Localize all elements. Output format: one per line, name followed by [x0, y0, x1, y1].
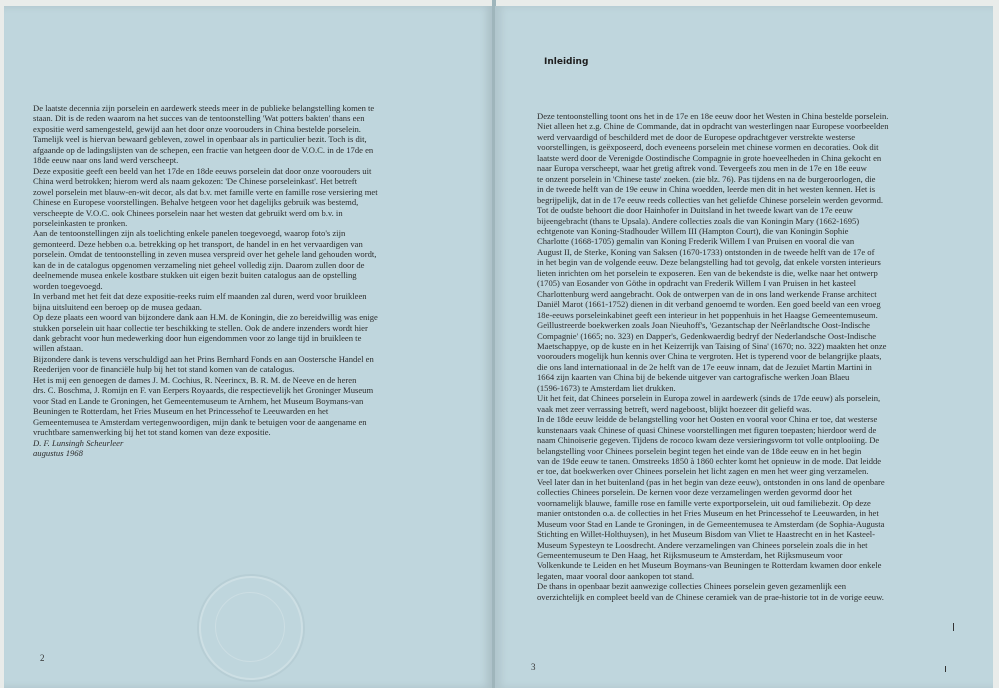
text-line: Volkenkunde te Leiden en het Museum Boymans-van Beuningen te Rotterdam kwamen door enkele — [537, 560, 882, 571]
text-line: naar Europa verscheept, waar het gretig aftrek vond. Tevergeefs zou men in de 17e en 18e eeuw — [537, 163, 867, 174]
text-line: Bijzondere dank is tevens verschuldigd aan het Prins Bernhard Fonds en aan Oostersche Handel en — [33, 353, 374, 364]
text-line: begrijpelijk, dat in de 17e eeuw reeds collecties van het geliefde Chinese porselein werden gevormd. — [537, 194, 884, 205]
text-line: werd vervaardigd of beschilderd met de door de Europese opdrachtgever verstrekte westerse — [537, 131, 856, 142]
text-line: bijna uitsluitend een beroep op de musea gedaan. — [33, 301, 202, 312]
text-line: er toe, dat boekwerken over Chinees porselein het licht zagen en men het weer ging verzamelen. — [537, 466, 869, 477]
right-page-number: 3 — [531, 662, 536, 672]
text-line: (1705) van Eosander von Göthe in opdracht van Frederik Willem I van Pruisen in het kasteel — [537, 278, 857, 289]
text-line: vruchtbare samenwerking bij het tot stand komen van deze expositie. — [33, 427, 271, 438]
text-line: voorstellingen, is geëxposeerd, doch eveneens porselein met chinese vormen en decoraties. Ook dit — [537, 142, 879, 153]
text-line: laatste werd door de Verenigde Oostindische Compagnie in grote hoeveelheden in China gekocht en — [537, 152, 882, 163]
text-line: Daniël Marot (1661-1752) dienen in dit verband genoemd te worden. Een goed beeld van een vroeg — [537, 299, 881, 310]
text-line: Chinese en Europese voorstellingen. Behalve hetgeen voor het dagelijks gebruik was bestemd, — [33, 197, 359, 208]
text-line: zowel porselein met blauw-en-wit decor, als dat b.v. met famille verte en famille rose versiering met — [33, 186, 378, 197]
text-line: belangstelling voor Chinees porselein begint tegen het einde van de 18de eeuw en in het begin — [537, 445, 862, 456]
text-line: In de 18de eeuw leidde de belangstelling voor het Oosten en vooral voor China er toe, dat westerse — [537, 414, 878, 425]
text-line: Op deze plaats een woord van bijzondere dank aan H.M. de Koningin, die zo bereidwillig was enige — [33, 312, 378, 323]
text-line: De thans in openbaar bezit aanwezige collecties Chinees porselein geven gezamenlijk een — [537, 581, 847, 592]
margin-mark — [953, 623, 954, 631]
left-page-text — [33, 103, 453, 458]
text-line: bijeengebracht (thans te Upsala). Andere collecties zoals die van Koningin Mary (1662-1695) — [537, 215, 860, 226]
text-line: Museum voor Stad en Lande te Groningen, in de Gemeentemusea te Amsterdam (de Sophia-Augusta — [537, 518, 885, 529]
text-line: August II, de Sterke, Koning van Saksen (1670-1733) ontstonden in de tweede helft van de 17e of — [537, 246, 875, 257]
text-line: De laatste decennia zijn porselein en aardewerk steeds meer in de publieke belangstelling komen te — [33, 103, 375, 113]
text-line: willen afstaan. — [33, 343, 84, 354]
text-line: Tot de oudste behoort die door Hainhofer in Duitsland in het tweede kwart van de 17e eeuw — [537, 205, 853, 216]
text-line: van de 19de eeuw te tanen. Omstreeks 1850 à 1860 echter komt het opnieuw in de mode. Dat leidde — [537, 455, 882, 466]
text-line: in het begin van de volgende eeuw. Deze belangstelling had tot gevolg, dat enkele vorsten interieurs — [537, 257, 881, 268]
text-line: Beuningen te Rotterdam, het Fries Museum en het Princessehof te Leeuwarden en het — [33, 406, 329, 417]
text-line: kunstenaars vaak Chinese of quasi Chinese voorstellingen met figuren toepasten; hierdoor werd de — [537, 424, 877, 435]
text-line: deelnemende musea enkele kostbare stukken uit eigen bezit buiten catalogus aan de opstelling — [33, 270, 357, 281]
text-line: afgaande op de ladingslijsten van de schepen, een fractie van hetgeen door de V.O.C. in de 17de en — [33, 144, 374, 155]
text-line: stukken porselein uit haar collectie ter beschikking te stellen. Ook de andere inzenders wordt hier — [33, 322, 368, 333]
text-line: worden toegevoegd. — [33, 280, 103, 291]
text-line: Uit het feit, dat Chinees porselein in Europa zowel in aardewerk (sinds de 17de eeuw) als porselein, — [537, 393, 881, 404]
text-line: dank gebracht voor hun medewerking door hun eigendommen voor zo lange tijd in bruikleen te — [33, 332, 362, 343]
text-line: voornamelijk blauwe, famille rose en famille verte exportporselein, uit oud familiebezit. Op deze — [537, 497, 871, 508]
text-line: lieten inrichten om het porselein te exposeren. Een van de bekendste is die, welke naar het ontwerp — [537, 267, 878, 278]
text-line: verscheepte de V.O.C. ook Chinees porselein naar het westen dat gebruikt werd om b.v. in — [33, 207, 343, 218]
text-line: 18de eeuw naar ons land werd verscheept. — [33, 155, 179, 166]
text-line: kan de in de catalogus opgenomen verzameling niet geheel volledig zijn. Daarom zullen door de — [33, 259, 365, 270]
embossed-stamp-inner — [215, 592, 285, 662]
text-line: Deze tentoonstelling toont ons het in de 17e en 18e eeuw door het Westen in China bestelde porselein. — [537, 111, 889, 121]
text-line: echtgenote van Koning-Stadhouder Willem III (Hampton Court), die van Koningin Sophie — [537, 225, 849, 236]
left-page — [4, 6, 493, 688]
text-line: Geïllustreerde boekwerken zoals Joan Nieuhoff's, 'Gezantschap der Neêrlandtsche Oost-Indische — [537, 320, 870, 331]
text-line: vaak met zeer verrassing betreft, werd nageboost, blijkt hoezeer dit geliefd was. — [537, 403, 812, 414]
text-line: Gemeentemuseum te Den Haag, het Rijksmuseum te Amsterdam, het Rijksmuseum voor — [537, 550, 843, 561]
text-line: manier ontstonden o.a. de collecties in het Fries Museum en het Princessehof te Leeuwarden, in het — [537, 508, 879, 519]
text-line: Veel later dan in het buitenland (pas in het begin van deze eeuw), ontstonden in ons land de openbare — [537, 476, 885, 487]
right-page — [495, 6, 993, 688]
embossed-stamp — [199, 576, 303, 680]
text-line: Reederijen voor de financiële hulp bij het tot stand komen van de catalogus. — [33, 364, 295, 375]
signature-name: D. F. Lunsingh Scheurleer — [33, 437, 124, 448]
text-line: overzichtelijk en compleet beeld van de Chinese ceramiek van de prae-historie tot in de vorige eeuw. — [537, 591, 884, 602]
text-line: porseleinkasten te pronken. — [33, 217, 128, 228]
text-line: drs. C. Boschma, J. Romijn en F. van Eerpers Royaards, die respectievelijk het Groninger Museum — [33, 385, 374, 396]
text-line: Deze expositie geeft een beeld van het 17de en 18de eeuws porselein dat door onze voorouders uit — [33, 165, 372, 176]
text-line: Charlotte (1668-1705) gemalin van Koning Frederik Willem I van Pruisen en vooral die van — [537, 236, 855, 247]
text-line: in de tweede helft van de 19e eeuw in China woedden, leerde men dit in het westen kennen. Het is — [537, 184, 876, 195]
text-line: voor Stad en Lande te Groningen, het Gemeentemuseum te Arnhem, het Museum Boymans-van — [33, 395, 364, 406]
text-line: expositie werd samengesteld, gewijd aan het door onze voorouders in China bestelde porselein. — [33, 123, 361, 134]
text-line: Stichting en Willet-Holthuysen), in het Museum Bisdom van Vliet te Haastrecht en in het Kasteel- — [537, 529, 876, 540]
left-page-number: 2 — [40, 653, 45, 663]
text-line: Maetschappye, op de kuste en in het Keizerrijk van Taising of Sina' (1670; no. 322) maakten het onze — [537, 340, 887, 351]
text-line: collecties Chinees porselein. De kernen voor deze verzamelingen werden gevormd door het — [537, 487, 852, 498]
margin-mark — [945, 666, 946, 672]
text-line: Charlottenburg werd aangebracht. Ook de ontwerpen van de in ons land werkende Franse architect — [537, 288, 877, 299]
text-line: Aan de tentoonstellingen zijn als toelichting enkele panelen toegevoegd, waarop foto's zijn — [33, 228, 346, 239]
text-line: Museum Sypesteyn te Loosdrecht. Andere verzamelingen van Chinees porselein zoals die in het — [537, 539, 868, 550]
text-line: porselein. Omdat de tentoonstelling in zeven musea verspreid over het gehele land gehouden wordt, — [33, 249, 377, 260]
text-line: voorouders mogelijk hun kennis over China te vergroten. Het is typerend voor de belangrijke plaats, — [537, 351, 882, 362]
text-line: 1664 zijn kaarten van China bij de bekende uitgever van cartografische werken Joan Blaeu — [537, 372, 850, 383]
text-line: die ons land internationaal in de 2e helft van de 17e eeuw innam, dat de Jezuïet Martin Martini in — [537, 361, 872, 372]
text-line: te onzent porselein in 'Chinese taste' zoeken. (zie blz. 76). Pas tijdens en na de burgeroorlogen, die — [537, 173, 876, 184]
text-line: Gemeentemusea te Amsterdam vertegenwoordigen, mijn dank te betuigen voor de aangename en — [33, 416, 367, 427]
text-line: Het is mij een genoegen de dames J. M. Cochius, R. Neerincx, B. R. M. de Neeve en de heren — [33, 374, 357, 385]
text-line: Compagnie' (1665; no. 323) en Dapper's, Gedenkwaerdig bedryf der Nederlandsche Oost-Indische — [537, 330, 877, 341]
text-line: staan. Dit is de reden waarom na het succes van de tentoonstelling 'Wat potters bakten' thans een — [33, 113, 365, 124]
text-line: 18e-eeuws porseleinkabinet geeft een interieur in het poppenhuis in het Haagse Gemeentemuseum. — [537, 309, 878, 320]
text-line: In verband met het feit dat deze expositie-reeks ruim elf maanden zal duren, werd voor bruikleen — [33, 291, 367, 302]
section-heading: Inleiding — [544, 57, 589, 67]
text-line: naam Chinoiserie gegeven. Tijdens de rococo kwam deze versieringsvorm tot volle ontplooiing. De — [537, 435, 880, 446]
text-line: China werd betrokken; hierom werd als naam gekozen: 'De Chinese porseleinkast'. Het betreft — [33, 176, 358, 187]
signature-date: augustus 1968 — [33, 447, 83, 458]
right-page-text — [537, 111, 977, 602]
text-line: legaten, maar vooral door aankopen tot stand. — [537, 570, 695, 581]
text-line: gemonteerd. Deze hebben o.a. betrekking op het transport, de handel in en het vervaardigen van — [33, 238, 363, 249]
text-line: Niet alleen het z.g. Chine de Commande, dat in opdracht van westerlingen naar Europese voorbeelden — [537, 121, 889, 132]
text-line: Tamelijk veel is hiervan bewaard gebleven, zowel in openbaar als in particulier bezit. Toch is dit, — [33, 134, 367, 145]
text-line: (1596-1673) te Amsterdam liet drukken. — [537, 382, 676, 393]
